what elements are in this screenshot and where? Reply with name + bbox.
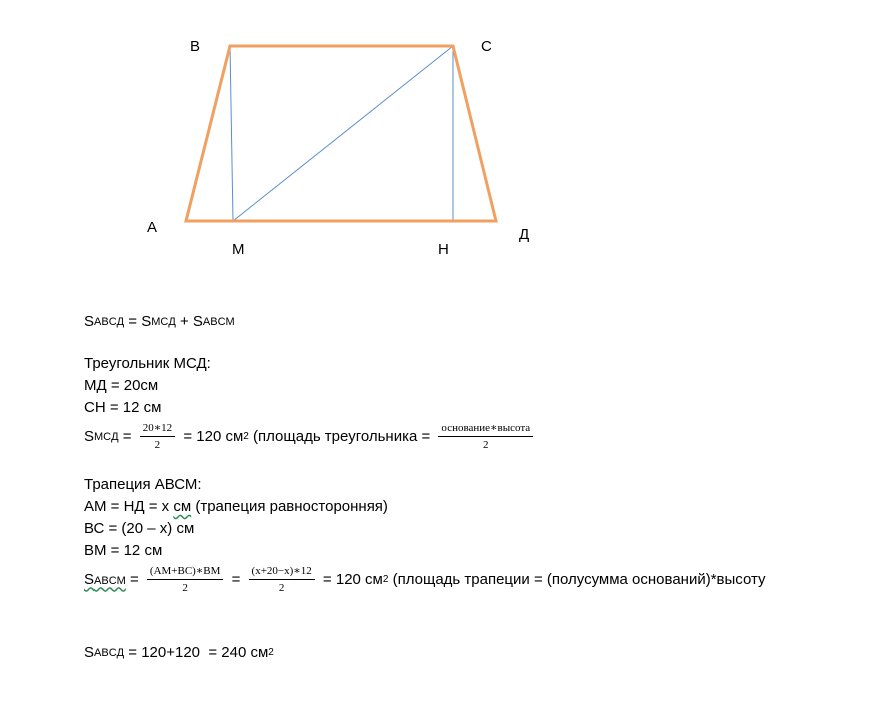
triangle-ch: СН = 12 см <box>84 399 162 416</box>
trapezoid-heading: Трапеция АВСМ: <box>84 476 202 493</box>
trapezoid-area-formula: SABCM = $\frac{(AM+BC)∗BM}{2}$ = $\frac{(x+20-x)∗12}{2}$ = 120 см 2 (площадь трапеции = (полусумма оснований)*высоту <box>84 565 766 594</box>
trapezoid-bm: ВМ = 12 см <box>84 542 163 559</box>
diagonal-mc <box>233 46 453 221</box>
trapezoid-fraction-2: $\frac{(x+20-x)∗12}{2}$ <box>249 565 315 595</box>
trapezoid-figure <box>0 0 869 300</box>
trapezoid-fraction-1: $\frac{(AM+BC)∗BM}{2}$ <box>147 565 224 595</box>
trapezoid-bc: ВС = (20 – х) см <box>84 520 195 537</box>
vertex-label-d: Д <box>519 226 530 243</box>
vertex-label-c: C <box>481 38 492 55</box>
triangle-md: МД = 20см <box>84 377 159 394</box>
triangle-fraction: $\frac{20∗12}{2}$ <box>140 422 175 452</box>
triangle-area-formula: S MCД = $\frac{20∗12}{2}$ = 120 см 2 (площадь треугольника = $\frac{\text{основание∗высота}}{2}$ <box>84 417 537 457</box>
area-sum-formula: S ABCД = S MCД + S ABCM <box>84 313 235 330</box>
vertex-label-h: H <box>438 241 449 258</box>
altitude-bm <box>230 46 233 221</box>
final-area-result: S ABCД = 120+120 = 240 см 2 <box>84 644 274 661</box>
triangle-area-rule-fraction: $\frac{\text{основание∗высота}}{2}$ <box>438 422 533 452</box>
vertex-label-a: A <box>147 219 158 236</box>
vertex-label-m: M <box>232 241 245 258</box>
vertex-label-b: B <box>190 38 201 55</box>
trapezoid-am: АМ = НД = х см (трапеция равносторонняя) <box>84 498 388 515</box>
triangle-heading: Треугольник МСД: <box>84 355 211 372</box>
